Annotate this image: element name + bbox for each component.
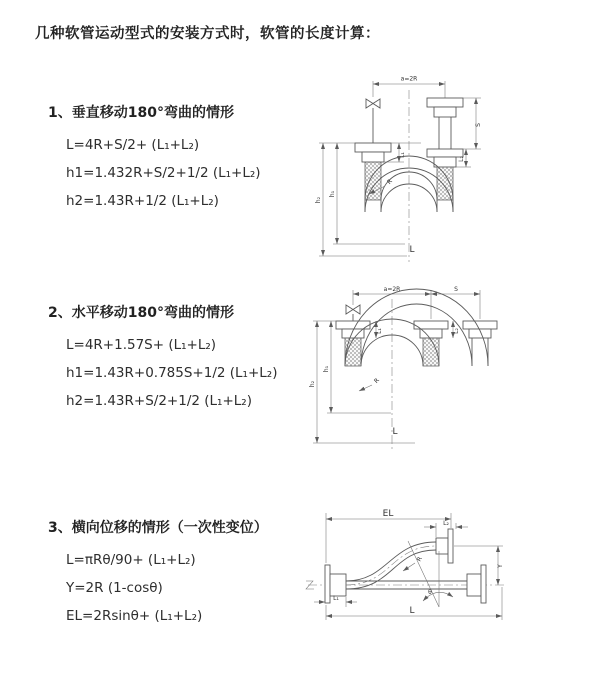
section-1-formula-h1: h1=1.432R+S/2+1/2 (L₁+L₂) (66, 165, 261, 181)
section-1-heading: 1、垂直移动180°弯曲的情形 (48, 105, 234, 121)
section-1 (48, 102, 323, 215)
angle-label: θ (428, 589, 432, 596)
dim-h2-label: h₂ (315, 196, 322, 204)
dim-h1-label: h₁ (323, 365, 330, 373)
left-flange (355, 143, 421, 162)
length-label: L (392, 427, 398, 437)
section-1-formula-L: L=4R+S/2+ (L₁+L₂) (66, 137, 200, 153)
section-3-formula-Y: Y=2R (1-cosθ) (66, 580, 163, 596)
dim-l1-label: L₁ (333, 595, 339, 602)
dimension-h2 (309, 321, 415, 443)
section-1-formula-h2: h2=1.43R+1/2 (L₁+L₂) (66, 193, 219, 209)
dim-a2r-label: a=2R (383, 286, 401, 293)
right-braided-hose (437, 167, 453, 200)
radius-callout (403, 556, 424, 571)
dim-l1-label: L₁ (399, 152, 406, 158)
radius-label: R (415, 555, 424, 563)
dim-h2-label: h₂ (309, 380, 316, 388)
radius-label: R (385, 177, 394, 186)
diagram-lateral-displacement (296, 497, 570, 632)
diagram-vertical-180-bend (305, 70, 560, 265)
dim-l2-label: L₂ (443, 520, 449, 527)
diagram-horizontal-180-bend (303, 281, 568, 456)
right-flange-upper (436, 529, 453, 563)
page-title: 几种软管运动型式的安装方式时，软管的长度计算： (35, 26, 380, 42)
dim-l1-label: L₁ (376, 328, 383, 334)
dim-a2r-label: a=2R (400, 75, 418, 83)
dimension-l1 (314, 595, 357, 607)
section-2-formula-h2: h2=1.43R+S/2+1/2 (L₁+L₂) (66, 393, 252, 409)
section-2-heading: 2、水平移动180°弯曲的情形 (48, 305, 234, 321)
valve-icon (346, 305, 360, 321)
dimension-h2 (315, 143, 407, 256)
dim-s-label: S (475, 123, 482, 127)
section-3-formula-EL: EL=2Rsinθ+ (L₁+L₂) (66, 608, 203, 624)
dim-l2-label: L₂ (458, 156, 465, 162)
section-2-formula-h1: h1=1.43R+0.785S+1/2 (L₁+L₂) (66, 365, 278, 381)
dimension-s (463, 98, 482, 149)
right-flange-upper (427, 98, 463, 149)
dimension-l2 (424, 520, 468, 537)
radius-callout (359, 377, 381, 391)
s-curve-hose (346, 542, 436, 589)
section-3-formula-L: L=πRθ/90+ (L₁+L₂) (66, 552, 196, 568)
dimension-el (326, 509, 451, 563)
dim-y-label: Y (497, 564, 504, 568)
section-2-formula-L: L=4R+1.57S+ (L₁+L₂) (66, 337, 217, 353)
length-label: L (409, 606, 415, 616)
middle-flange (414, 321, 448, 338)
section-3-heading: 3、横向位移的情形（一次性变位） (48, 520, 268, 536)
dimension-s (431, 286, 480, 319)
section-3 (48, 517, 323, 630)
dimension-l1 (376, 321, 383, 338)
dim-el-label: EL (382, 509, 394, 519)
length-label: L (409, 245, 415, 255)
radius-label: R (372, 376, 381, 385)
dim-s-label: S (454, 286, 458, 293)
valve-icon (366, 99, 380, 143)
dim-h1-label: h₁ (329, 190, 336, 198)
right-flange-lower (467, 565, 486, 603)
section-2 (48, 302, 323, 415)
dim-l2-label: L₂ (453, 328, 460, 334)
